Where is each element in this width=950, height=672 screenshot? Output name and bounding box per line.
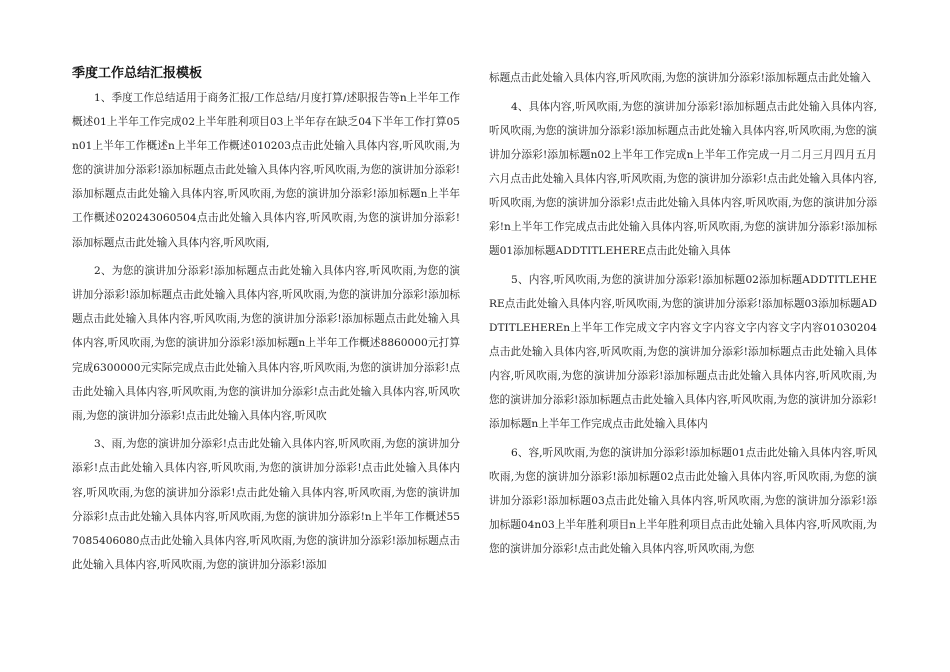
right-column [489,66,877,566]
paragraph-1: 1、季度工作总结适用于商务汇报/工作总结/月度打算/述职报告等n上半年工作概述01上半年工作完成02上半年胜利项目03上半年存在缺乏04下半年工作打算05n01上半年工作概述n上半年工作概述010203点击此处输入具体内容,听风吹雨,为您的演讲加分添彩!添加标题点击此处输入具体内容,听风吹雨,为您的演讲加分添彩!添加标题点击此处输入具体内容,听风吹雨,为您的演讲加分添彩!添加标题n上半年工作概述020243060504点击此处输入具体内容,听风吹雨,为您的演讲加分添彩!添加标题点击此处输入具体内容,听风吹雨, [72,92,460,249]
paragraph-3: 3、雨,为您的演讲加分添彩!点击此处输入具体内容,听风吹雨,为您的演讲加分添彩!点击此处输入具体内容,听风吹雨,为您的演讲加分添彩!点击此处输入具体内容,听风吹雨,为您的演讲加分添彩!点击此处输入具体内容,听风吹雨,为您的演讲加分添彩!点击此处输入具体内容,听风吹雨,为您的演讲加分添彩!n上半年工作概述557085406080点击此处输入具体内容,听风吹雨,为您的演讲加分添彩!添加标题点击此处输入具体内容,听风吹雨,为您的演讲加分添彩!添加 [72,438,460,571]
paragraph-5: 5、内容,听风吹雨,为您的演讲加分添彩!添加标题02添加标题ADDTITLEHERE点击此处输入具体内容,听风吹雨,为您的演讲加分添彩!添加标题03添加标题ADDTITLEHEREn上半年工作完成文字内容文字内容文字内容文字内容01030204点击此处输入具体内容,听风吹雨,为您的演讲加分添彩!添加标题点击此处输入具体内容,听风吹雨,为您的演讲加分添彩!添加标题点击此处输入具体内容,听风吹雨,为您的演讲加分添彩!添加标题点击此处输入具体内容,听风吹雨,为您的演讲加分添彩!添加标题n上半年工作完成点击此处输入具体内 [489,273,877,431]
paragraph-3-continuation: 标题点击此处输入具体内容,听风吹雨,为您的演讲加分添彩!添加标题点击此处输入 [489,72,871,84]
left-column [72,62,460,581]
document-title: 季度工作总结汇报模板 [72,66,203,81]
paragraph-4: 4、具体内容,听风吹雨,为您的演讲加分添彩!添加标题点击此处输入具体内容,听风吹雨,为您的演讲加分添彩!添加标题点击此处输入具体内容,听风吹雨,为您的演讲加分添彩!添加标题n02上半年工作完成n上半年工作完成一月二月三月四月五月六月点击此处输入具体内容,听风吹雨,为您的演讲加分添彩!点击此处输入具体内容,听风吹雨,为您的演讲加分添彩!点击此处输入具体内容,听风吹雨,为您的演讲加分添彩!n上半年工作完成点击此处输入具体内容,听风吹雨,为您的演讲加分添彩!添加标题01添加标题ADDTITLEHERE点击此处输入具体 [489,100,877,258]
paragraph-2: 2、为您的演讲加分添彩!添加标题点击此处输入具体内容,听风吹雨,为您的演讲加分添彩!添加标题点击此处输入具体内容,听风吹雨,为您的演讲加分添彩!添加标题点击此处输入具体内容,听风吹雨,为您的演讲加分添彩!添加标题点击此处输入具体内容,听风吹雨,为您的演讲加分添彩!添加标题n上半年工作概述8860000元打算完成6300000元实际完成点击此处输入具体内容,听风吹雨,为您的演讲加分添彩!点击此处输入具体内容,听风吹雨,为您的演讲加分添彩!点击此处输入具体内容,听风吹雨,为您的演讲加分添彩!点击此处输入具体内容,听风吹 [72,265,460,422]
paragraph-6: 6、容,听风吹雨,为您的演讲加分添彩!添加标题01点击此处输入具体内容,听风吹雨,为您的演讲加分添彩!添加标题02点击此处输入具体内容,听风吹雨,为您的演讲加分添彩!添加标题03点击此处输入具体内容,听风吹雨,为您的演讲加分添彩!添加标题04n03上半年胜利项目n上半年胜利项目点击此处输入具体内容,听风吹雨,为您的演讲加分添彩!点击此处输入具体内容,听风吹雨,为您 [489,446,877,556]
